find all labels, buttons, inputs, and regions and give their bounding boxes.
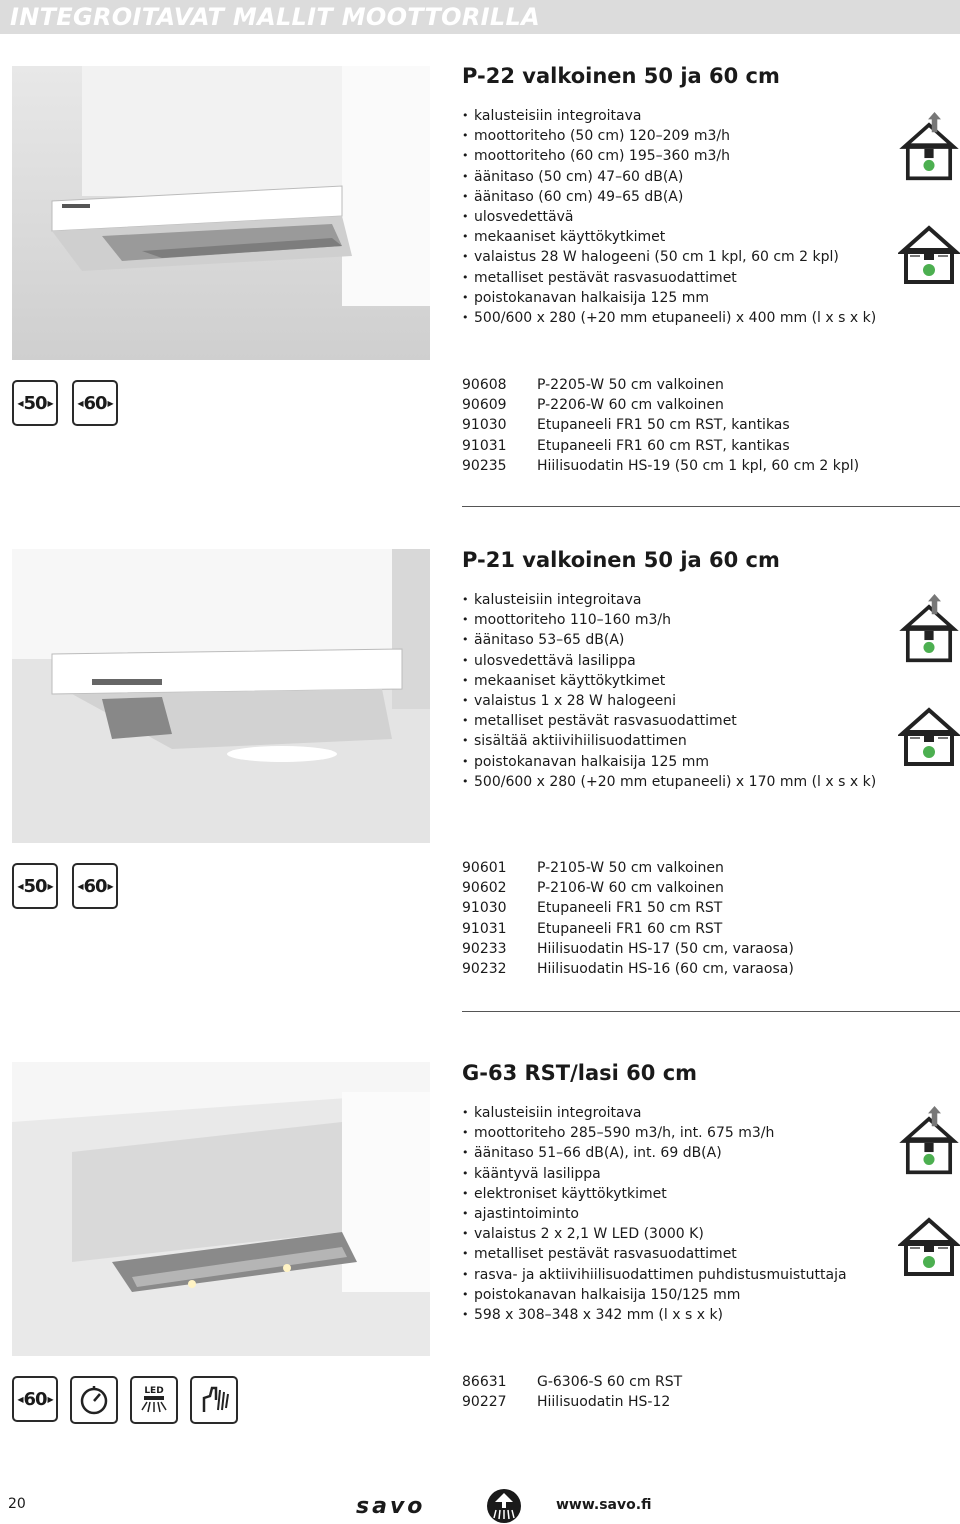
spec-item: • moottoriteho 110–160 m3/h [462,610,876,630]
product-title: G-63 RST/lasi 60 cm [462,1061,698,1085]
product-table [462,1372,682,1412]
width-50-icon: ◀ 50 ▶ [12,380,58,426]
width-50-icon: ◀ 50 ▶ [12,863,58,909]
spec-item: • elektroniset käyttökytkimet [462,1184,847,1204]
timer-icon [70,1376,118,1424]
product-name: Etupaneeli FR1 60 cm RST, kantikas [537,437,790,454]
product-code: 90232 [462,961,507,978]
section-divider [462,506,960,507]
spec-item: • rasva- ja aktiivihiilisuodattimen puhdistusmuistuttaja [462,1265,847,1285]
spec-item: • 500/600 x 280 (+20 mm etupaneeli) x 400 mm (l x s x k) [462,308,876,328]
spec-item: • 500/600 x 280 (+20 mm etupaneeli) x 170 mm (l x s x k) [462,772,876,792]
product-name: Hiilisuodatin HS-19 (50 cm 1 kpl, 60 cm 2 kpl) [537,457,860,474]
product-row [462,878,794,898]
spec-item: • metalliset pestävät rasvasuodattimet [462,711,876,731]
page-header [0,0,960,34]
product-name: Hiilisuodatin HS-16 (60 cm, varaosa) [537,961,794,978]
page-number: 20 [8,1496,26,1512]
spec-item: • moottoriteho (60 cm) 195–360 m3/h [462,146,876,166]
product-row [462,1392,682,1412]
spec-item: • äänitaso (50 cm) 47–60 dB(A) [462,167,876,187]
size-icons [12,380,118,426]
spec-item: • äänitaso 53–65 dB(A) [462,630,876,650]
product-name: G-6306-S 60 cm RST [537,1374,683,1390]
house-duct-out-icon [898,112,960,182]
spec-item: • mekaaniset käyttökytkimet [462,227,876,247]
product-row [462,919,794,939]
website-link[interactable]: www.savo.fi [556,1497,652,1513]
product-code: 90233 [462,940,507,957]
spec-list [462,590,876,792]
product-code: 91030 [462,417,507,434]
product-row [462,436,859,456]
product-name: Etupaneeli FR1 50 cm RST, kantikas [537,417,790,434]
product-photo-p22 [12,66,430,360]
product-table [462,375,859,476]
product-name: Etupaneeli FR1 60 cm RST [537,920,723,937]
product-name: Etupaneeli FR1 50 cm RST [537,900,723,917]
spec-item: • kääntyvä lasilippa [462,1164,847,1184]
section-divider [462,1011,960,1012]
spec-item: • poistokanavan halkaisija 125 mm [462,752,876,772]
spec-item: • ajastintoiminto [462,1204,847,1224]
product-code: 90227 [462,1394,507,1411]
house-recirculation-icon [898,700,960,770]
product-code: 90235 [462,457,507,474]
product-name: P-2205-W 50 cm valkoinen [537,377,724,393]
spec-list [462,1103,847,1325]
brand-logo: savo [356,1494,426,1519]
spec-item: • mekaaniset käyttökytkimet [462,671,876,691]
spec-item: • metalliset pestävät rasvasuodattimet [462,268,876,288]
product-code: 90601 [462,860,507,876]
spec-item: • äänitaso 51–66 dB(A), int. 69 dB(A) [462,1143,847,1163]
product-row [462,375,859,395]
product-name: P-2106-W 60 cm valkoinen [537,880,724,897]
spec-item: • kalusteisiin integroitava [462,106,876,126]
product-row [462,415,859,435]
product-row [462,959,794,979]
product-row [462,939,794,959]
product-code: 90609 [462,397,507,414]
product-code: 86631 [462,1374,507,1390]
product-name: P-2105-W 50 cm valkoinen [537,860,724,876]
spec-item: • valaistus 1 x 28 W halogeeni [462,691,876,711]
width-60-icon: ◀ 60 ▶ [72,380,118,426]
spec-item: • moottoriteho (50 cm) 120–209 m3/h [462,126,876,146]
product-name: Hiilisuodatin HS-12 [537,1394,671,1411]
product-photo-p21 [12,549,430,843]
product-row [462,1372,682,1392]
product-title: P-21 valkoinen 50 ja 60 cm [462,548,780,572]
product-code: 91031 [462,920,507,937]
product-name: P-2206-W 60 cm valkoinen [537,397,724,414]
product-row [462,395,859,415]
width-60-icon: ◀ 60 ▶ [72,863,118,909]
spec-item: • moottoriteho 285–590 m3/h, int. 675 m3/h [462,1123,847,1143]
spec-list [462,106,876,328]
spec-item: • ulosvedettävä lasilippa [462,651,876,671]
page-title: INTEGROITAVAT MALLIT MOOTTORILLA [10,3,540,31]
product-table [462,858,794,979]
touch-control-icon [190,1376,238,1424]
spec-item: • kalusteisiin integroitava [462,590,876,610]
feature-icons [12,1376,238,1424]
width-60-icon: ◀ 60 ▶ [12,1376,58,1422]
size-icons [12,863,118,909]
spec-item: • äänitaso (60 cm) 49–65 dB(A) [462,187,876,207]
house-recirculation-icon [898,218,960,288]
product-code: 90602 [462,880,507,897]
spec-item: • valaistus 28 W halogeeni (50 cm 1 kpl, 60 cm 2 kpl) [462,247,876,267]
brand-emblem-icon [486,1488,522,1524]
product-title: P-22 valkoinen 50 ja 60 cm [462,64,780,88]
spec-item: • metalliset pestävät rasvasuodattimet [462,1244,847,1264]
spec-item: • valaistus 2 x 2,1 W LED (3000 K) [462,1224,847,1244]
house-recirculation-icon [898,1210,960,1280]
spec-item: • kalusteisiin integroitava [462,1103,847,1123]
house-duct-out-icon [898,594,960,664]
product-row [462,858,794,878]
product-name: Hiilisuodatin HS-17 (50 cm, varaosa) [537,940,794,957]
spec-item: • 598 x 308–348 x 342 mm (l x s x k) [462,1305,847,1325]
product-row [462,456,859,476]
spec-item: • ulosvedettävä [462,207,876,227]
spec-item: • sisältää aktiivihiilisuodattimen [462,731,876,751]
product-code: 90608 [462,377,507,393]
led-lighting-icon: LED [130,1376,178,1424]
product-code: 91030 [462,900,507,917]
house-duct-out-icon [898,1106,960,1176]
product-code: 91031 [462,437,507,454]
product-photo-g63 [12,1062,430,1356]
product-row [462,898,794,918]
spec-item: • poistokanavan halkaisija 150/125 mm [462,1285,847,1305]
spec-item: • poistokanavan halkaisija 125 mm [462,288,876,308]
